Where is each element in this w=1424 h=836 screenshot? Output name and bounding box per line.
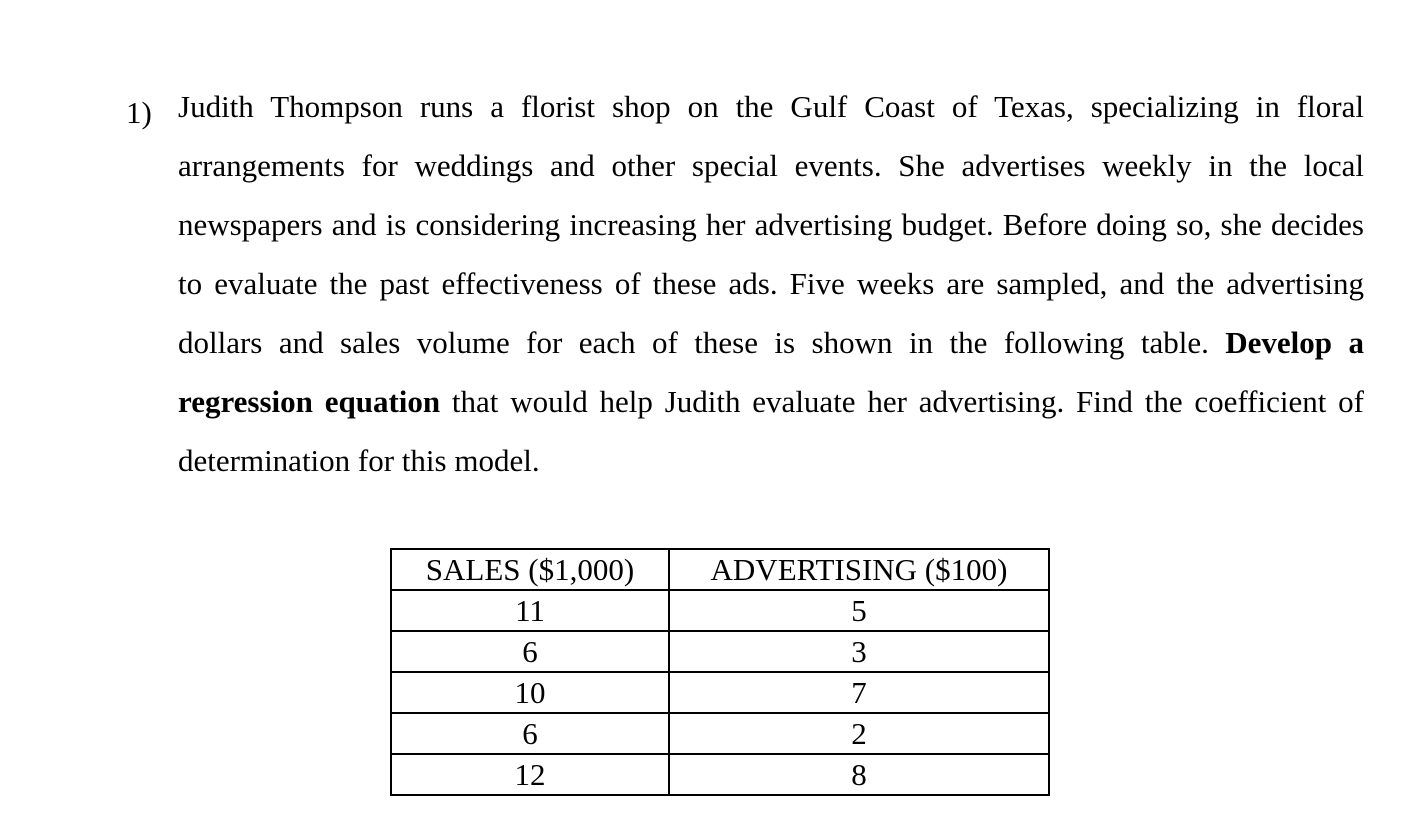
table-row (391, 672, 1049, 713)
table-row (391, 754, 1049, 795)
table-row (391, 713, 1049, 754)
cell-advertising: 5 (669, 590, 1049, 631)
table-row (391, 631, 1049, 672)
cell-sales: 6 (391, 631, 669, 672)
problem-text-part1: Judith Thompson runs a florist shop on the Gulf Coast of Texas, specializing in floral arrangements for weddings and other special events. She advertises weekly in the local newspapers and is considering increasing her advertising budget. Before doing so, she decides to evaluate the past effectiveness of these ads. Five weeks are sampled, and the advertising dollars and sales volume for each of these is shown in the following table. (178, 89, 1364, 360)
cell-advertising: 3 (669, 631, 1049, 672)
data-table (390, 548, 1050, 796)
header-sales: SALES ($1,000) (391, 549, 669, 590)
problem-text-part2: that would help Judith evaluate her advertising. Find the coefficient of determination for this model. (178, 384, 1364, 478)
cell-advertising: 2 (669, 713, 1049, 754)
problem-number: 1) (126, 95, 152, 130)
cell-advertising: 7 (669, 672, 1049, 713)
header-advertising: ADVERTISING ($100) (669, 549, 1049, 590)
cell-sales: 10 (391, 672, 669, 713)
cell-sales: 11 (391, 590, 669, 631)
table-row (391, 590, 1049, 631)
cell-sales: 12 (391, 754, 669, 795)
table-header-row (391, 549, 1049, 590)
cell-sales: 6 (391, 713, 669, 754)
problem-text-bold: Develop a regression equation (178, 325, 1364, 419)
problem-statement (178, 77, 1364, 490)
cell-advertising: 8 (669, 754, 1049, 795)
